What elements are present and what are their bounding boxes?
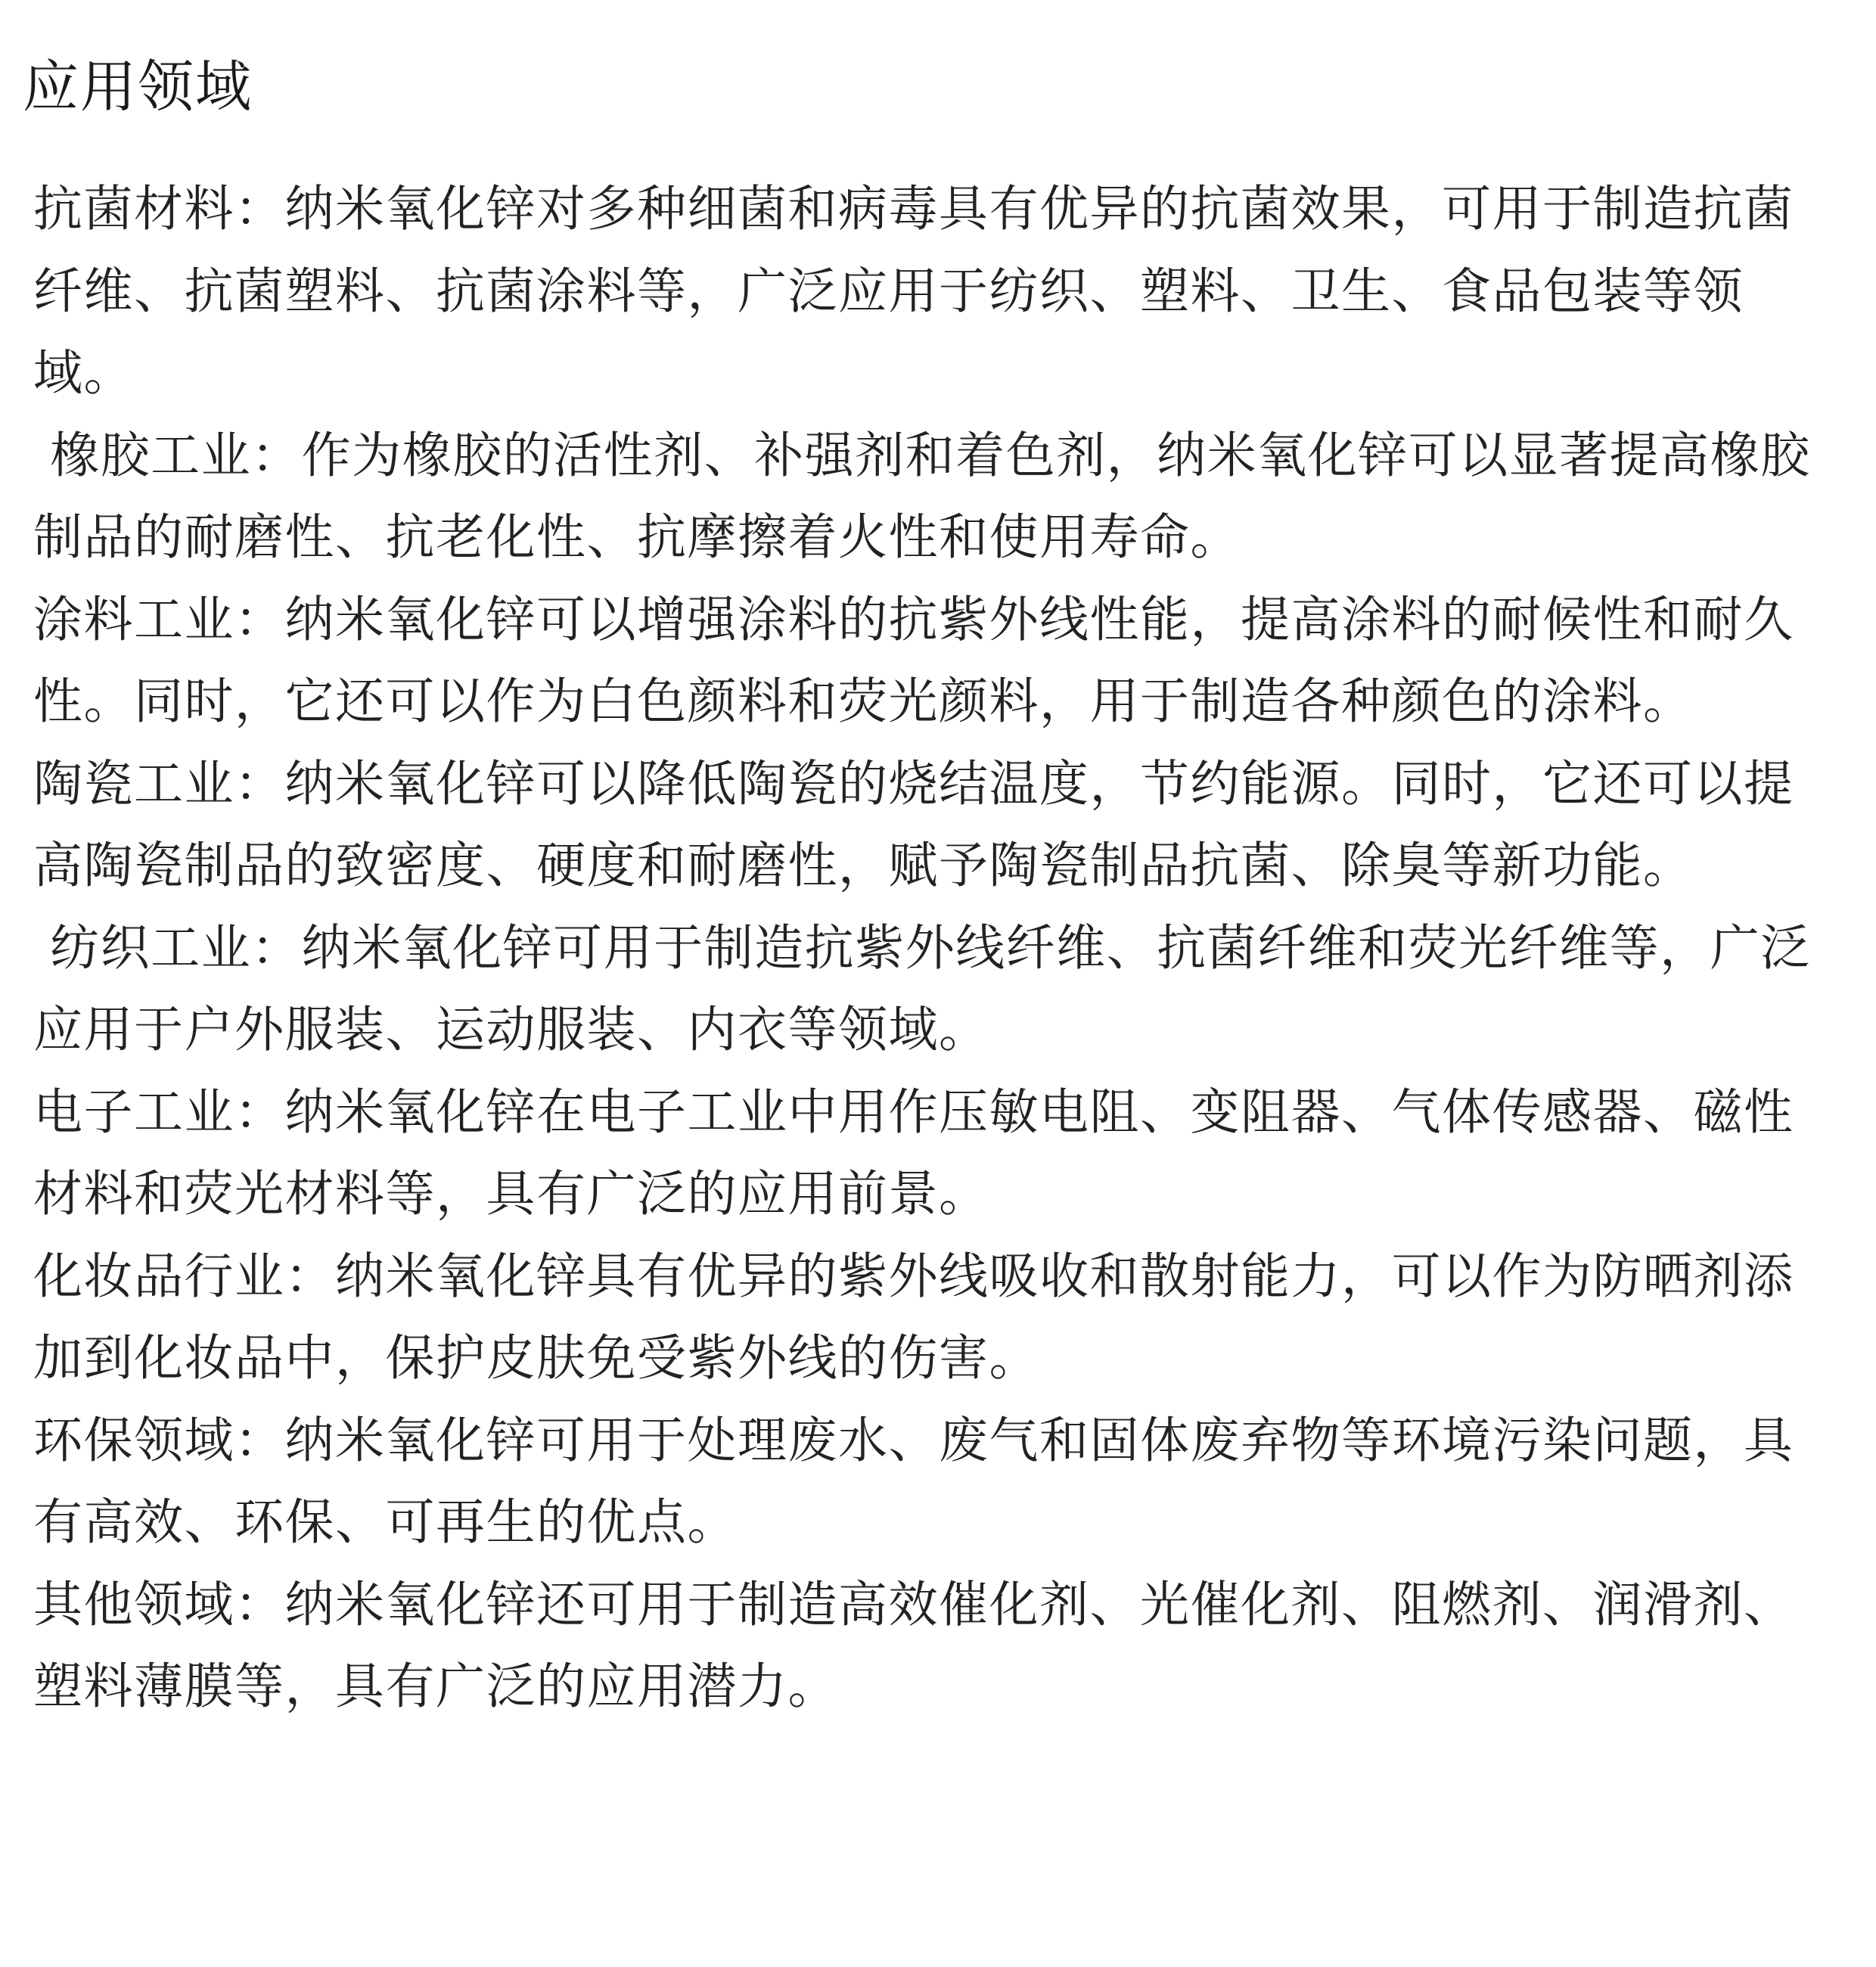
paragraph-rubber-industry: 橡胶工业：作为橡胶的活性剂、补强剂和着色剂，纳米氧化锌可以显著提高橡胶制品的耐磨性、抗老化性、抗摩擦着火性和使用寿命。 (33, 427, 1811, 566)
paragraph-coatings-industry: 涂料工业：纳米氧化锌可以增强涂料的抗紫外线性能，提高涂料的耐候性和耐久性。同时，它还可以作为白色颜料和荧光颜料，用于制造各种颜色的涂料。 (33, 591, 1794, 730)
paragraph-cosmetics-industry: 化妆品行业：纳米氧化锌具有优异的紫外线吸收和散射能力，可以作为防晒剂添加到化妆品中，保护皮肤免受紫外线的伤害。 (33, 1248, 1794, 1387)
application-list (33, 169, 1826, 1729)
paragraph-textile-industry: 纺织工业：纳米氧化锌可用于制造抗紫外线纤维、抗菌纤维和荧光纤维等，广泛应用于户外服装、运动服装、内衣等领域。 (33, 919, 1811, 1058)
paragraph-environmental-protection: 环保领域：纳米氧化锌可用于处理废水、废气和固体废弃物等环境污染问题，具有高效、环保、可再生的优点。 (33, 1412, 1794, 1551)
paragraph-electronics-industry: 电子工业：纳米氧化锌在电子工业中用作压敏电阻、变阻器、气体传感器、磁性材料和荧光材料等，具有广泛的应用前景。 (33, 1083, 1794, 1223)
paragraph-antibacterial-materials: 抗菌材料：纳米氧化锌对多种细菌和病毒具有优异的抗菌效果，可用于制造抗菌纤维、抗菌塑料、抗菌涂料等，广泛应用于纺织、塑料、卫生、食品包装等领域。 (33, 181, 1794, 402)
paragraph-ceramics-industry: 陶瓷工业：纳米氧化锌可以降低陶瓷的烧结温度，节约能源。同时，它还可以提高陶瓷制品的致密度、硬度和耐磨性，赋予陶瓷制品抗菌、除臭等新功能。 (33, 755, 1794, 894)
section-heading: 应用领域 (23, 54, 253, 120)
paragraph-other-fields: 其他领域：纳米氧化锌还可用于制造高效催化剂、光催化剂、阻燃剂、润滑剂、塑料薄膜等，具有广泛的应用潜力。 (33, 1576, 1794, 1715)
